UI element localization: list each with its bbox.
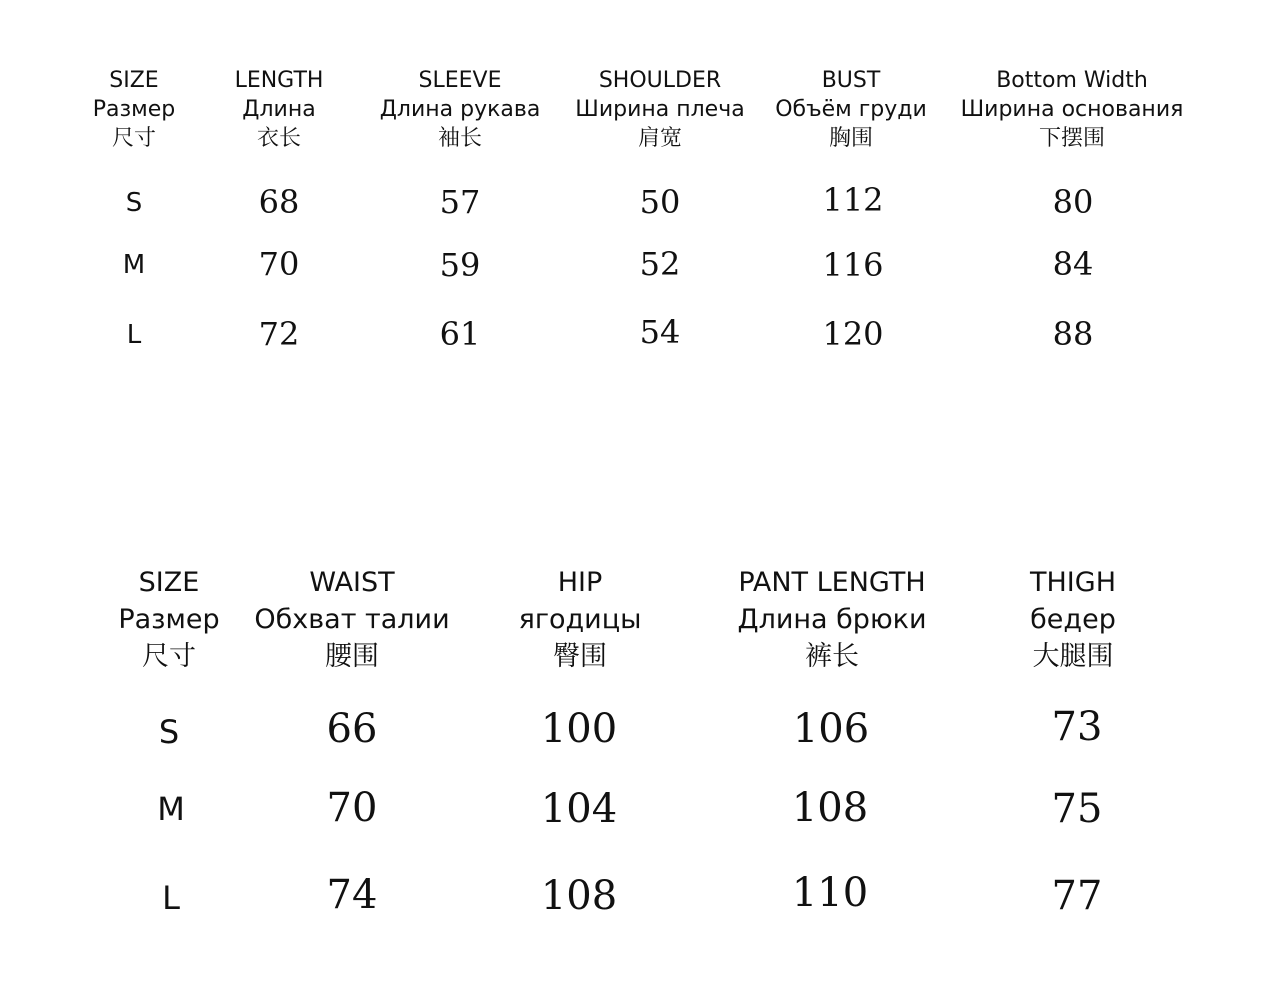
thigh-cell: 77 <box>1051 873 1103 919</box>
header-size-en: SIZE <box>109 68 159 93</box>
header-bottom-width-zh: 下摆围 <box>1038 126 1105 151</box>
header-bottom-width-ru: Ширина основания <box>960 97 1184 122</box>
header-waist-zh: 腰围 <box>325 641 379 672</box>
pant-length-cell: 110 <box>791 870 869 916</box>
header-shoulder <box>575 66 744 153</box>
bottom-width-cell: 88 <box>1052 315 1094 353</box>
size-cell: S <box>125 188 143 218</box>
size-cell: M <box>157 790 185 828</box>
header-thigh-en: THIGH <box>1030 567 1116 598</box>
size-cell: M <box>122 250 146 280</box>
shoulder-cell: 52 <box>639 245 681 283</box>
header-size-zh: 尺寸 <box>111 126 157 151</box>
header-pant-length-ru: Длина брюки <box>737 604 927 635</box>
header-sleeve <box>380 66 541 153</box>
header-sleeve-en: SLEEVE <box>418 68 502 93</box>
header-hip-ru: ягодицы <box>518 604 642 635</box>
top-size-table <box>0 0 1280 400</box>
header-waist-en: WAIST <box>309 567 395 598</box>
shoulder-cell: 54 <box>639 313 681 351</box>
header-pant-length <box>737 564 926 675</box>
header-length-zh: 衣长 <box>256 126 302 151</box>
waist-cell: 74 <box>326 872 378 918</box>
header-bust-en: BUST <box>821 68 881 93</box>
length-cell: 70 <box>258 245 300 283</box>
sleeve-cell: 61 <box>439 315 481 353</box>
waist-cell: 70 <box>326 785 378 831</box>
header-size-ru: Размер <box>92 97 176 122</box>
bust-cell: 120 <box>822 315 884 353</box>
header-bust-zh: 胸围 <box>828 126 874 151</box>
bottom-size-table <box>0 540 1280 992</box>
header-shoulder-zh: 肩宽 <box>637 126 682 151</box>
header-thigh-zh: 大腿围 <box>1032 641 1114 672</box>
pant-length-cell: 108 <box>791 785 869 831</box>
header-length-en: LENGTH <box>234 68 324 93</box>
header-size <box>93 66 176 153</box>
header-bottom-width-en: Bottom Width <box>996 68 1148 93</box>
thigh-cell: 73 <box>1051 704 1103 750</box>
bust-cell: 116 <box>822 246 884 284</box>
header-length-ru: Длина <box>242 97 316 122</box>
header-length <box>235 66 324 153</box>
header-thigh <box>1030 564 1116 675</box>
sleeve-cell: 57 <box>439 183 481 221</box>
header-waist-ru: Обхват талии <box>254 604 450 635</box>
header-shoulder-ru: Ширина плеча <box>575 97 745 122</box>
header-waist <box>254 564 449 675</box>
header-hip <box>519 564 642 675</box>
size-cell: L <box>162 879 180 917</box>
header-size-ru: Размер <box>118 604 220 635</box>
size-cell: L <box>126 320 142 350</box>
header-size <box>118 564 219 675</box>
header-bottom-width <box>961 66 1184 153</box>
header-size-en: SIZE <box>138 567 200 598</box>
shoulder-cell: 50 <box>639 183 681 221</box>
header-size-zh: 尺寸 <box>142 641 196 672</box>
header-hip-en: HIP <box>557 567 603 598</box>
size-cell: S <box>158 713 180 751</box>
hip-cell: 100 <box>540 706 618 752</box>
length-cell: 72 <box>258 315 300 353</box>
header-pant-length-zh: 裤长 <box>805 641 859 672</box>
header-hip-zh: 臀围 <box>552 641 607 672</box>
header-sleeve-ru: Длина рукава <box>379 97 541 122</box>
bottom-width-cell: 84 <box>1052 245 1094 283</box>
pant-length-cell: 106 <box>792 706 870 752</box>
header-thigh-ru: бедер <box>1030 604 1116 635</box>
header-bust <box>775 66 927 153</box>
length-cell: 68 <box>258 183 300 221</box>
bottom-width-cell: 80 <box>1052 183 1094 221</box>
bust-cell: 112 <box>822 181 884 219</box>
header-bust-ru: Объём груди <box>775 97 927 122</box>
hip-cell: 108 <box>540 873 618 919</box>
waist-cell: 66 <box>326 706 378 752</box>
hip-cell: 104 <box>540 786 618 832</box>
header-shoulder-en: SHOULDER <box>598 68 722 93</box>
header-pant-length-en: PANT LENGTH <box>738 567 926 598</box>
thigh-cell: 75 <box>1051 786 1103 832</box>
sleeve-cell: 59 <box>439 246 481 284</box>
header-sleeve-zh: 袖长 <box>437 126 483 151</box>
